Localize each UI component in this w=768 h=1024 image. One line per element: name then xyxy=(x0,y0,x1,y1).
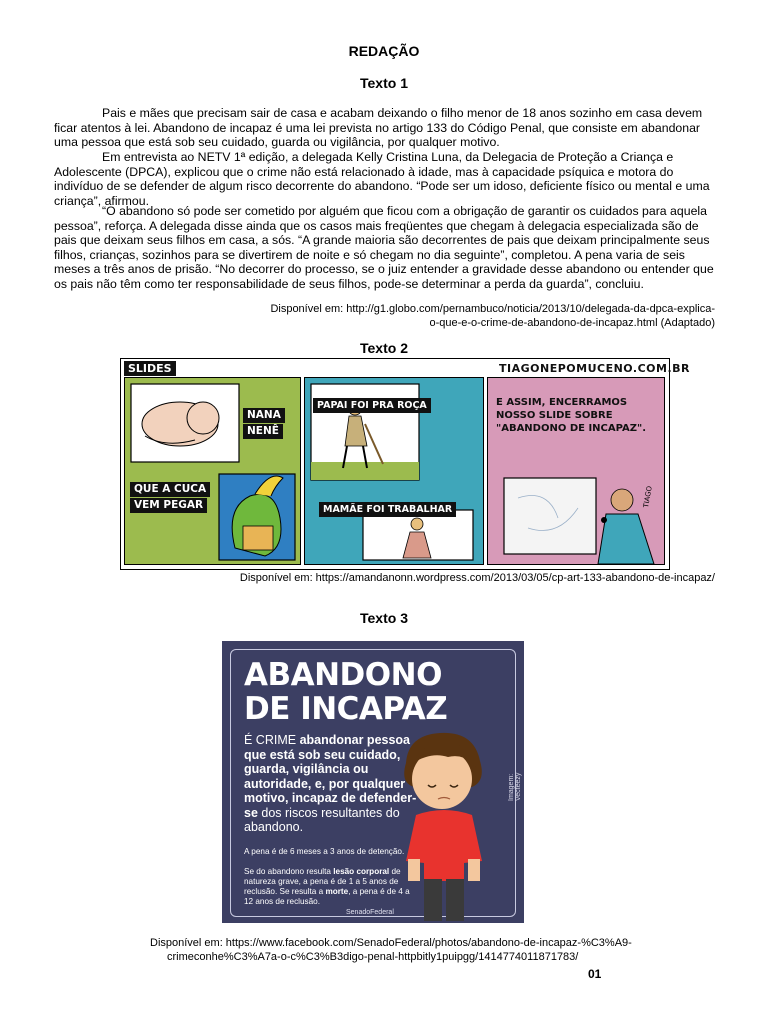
text1-source xyxy=(200,302,715,330)
comic-nana-label: NANA xyxy=(243,408,285,423)
text3-source xyxy=(150,936,670,964)
comic-signature: TIAGO xyxy=(642,485,654,509)
baby-illustration xyxy=(125,378,300,564)
text3-source-line-2: crimeconhe%C3%A7a-o-c%C3%B3digo-penal-httpbitly1puipgg/1414774011871783/ xyxy=(167,951,579,963)
poster-grave-a: Se do abandono resulta xyxy=(244,867,334,876)
comic-cuca-line-2: VEM PEGAR xyxy=(130,498,207,513)
comic-strip xyxy=(120,358,690,570)
text3-source-line-1: Disponível em: https://www.facebook.com/SenadoFederal/photos/abandono-de-incapaz-%C3%A9- xyxy=(150,937,632,949)
text3-title: Texto 3 xyxy=(360,610,408,626)
comic-panel-1 xyxy=(124,377,301,565)
comic-speech-line-1: E ASSIM, ENCERRAMOS xyxy=(496,397,628,408)
page-heading: REDAÇÃO xyxy=(348,43,420,59)
comic-papai-label: PAPAI FOI PRA ROÇA xyxy=(313,398,431,413)
comic-panel-3 xyxy=(487,377,665,565)
poster-body-b: abandonar pessoa que está sob seu cuidado, guarda, vigilância ou autoridade, e, por qualquer motivo, xyxy=(244,733,411,805)
poster-grave xyxy=(244,867,414,907)
poster-grave-c: de natureza grave, a pena é de 1 a 5 anos de reclusão. Se resulta a xyxy=(244,867,401,896)
comic-speech-line-3: "ABANDONO DE INCAPAZ". xyxy=(496,423,647,434)
text1-paragraph-3: “O abandono só pode ser cometido por alguém que ficou com a obrigação de garantir os cuidados para aquela pessoa”, reforça. A delegada disse ainda que os casos mais freqüentes que chegam à delegacia especializada são de pais que deixam seus filhos em casa, a sós. “A grande maioria são decorrentes de pais que deixam principalmente seus filhos, crianças, sozinhos para se divertirem de noite e só chegam no dia seguinte”, completou. A pena varia de seis meses a três anos de prisão. “No decorrer do processo, se o juiz entender a gravidade desse abandono ou entender que os pais não têm como ter responsabilidade de seus filhos, pode-se determinar a perda da guarda”, concluiu. xyxy=(54,204,714,291)
text1-paragraph-2: Em entrevista ao NETV 1ª edição, a delegada Kelly Cristina Luna, da Delegacia de Proteção a Criança e Adolescente (DPCA), explicou que o crime não está relacionado à idade, mas à capacidade psíquica e motora do indivíduo de se defender de algum risco decorrente do abandono. “Pode ser um idoso, deficiente físico ou mental e uma criança”, afirmou. xyxy=(54,150,710,208)
sad-boy-illustration xyxy=(394,731,514,923)
poster-body-c: incapaz de defender-se xyxy=(244,791,417,820)
poster-grave-b: lesão corporal xyxy=(333,867,390,876)
poster-grave-d: morte xyxy=(325,887,349,896)
comic-slides-label: SLIDES xyxy=(124,361,176,376)
text1-source-line-1: Disponível em: http://g1.globo.com/pernambuco/noticia/2013/10/delegada-da-dpca-explica- xyxy=(270,303,715,315)
text1-title: Texto 1 xyxy=(360,75,408,91)
comic-mamae-label: MAMÃE FOI TRABALHAR xyxy=(319,502,456,517)
page-number: 01 xyxy=(588,967,602,981)
poster-body xyxy=(244,733,419,835)
poster-pena: A pena é de 6 meses a 3 anos de detenção. xyxy=(244,847,405,856)
text2-source: Disponível em: https://amandanonn.wordpress.com/2013/03/05/cp-art-133-abandono-de-incapaz/ xyxy=(239,572,715,584)
poster-title-line-2: DE INCAPAZ xyxy=(244,691,448,727)
text1-paragraph-1: Pais e mães que precisam sair de casa e acabam deixando o filho menor de 18 anos sozinho em casa devem ficar atentos à lei. Abandono de incapaz é uma lei prevista no artigo 133 do Código Penal, que consiste em abandonar uma pessoa que está sob seu cuidado, guarda ou vigilância, por qualquer motivo. xyxy=(54,106,703,149)
poster-body-a: É CRIME xyxy=(244,733,300,747)
poster-title-line-1: ABANDONO xyxy=(244,657,442,693)
comic-nene-label: NENÊ xyxy=(243,424,283,439)
poster-grave-e: , a pena é de 4 a 12 anos de reclusão. xyxy=(244,887,410,906)
comic-cuca-line-1: QUE A CUCA xyxy=(130,482,210,497)
poster-brand: SenadoFederal xyxy=(346,909,394,916)
abandono-poster xyxy=(222,641,524,923)
text2-title: Texto 2 xyxy=(360,340,408,356)
comic-site-label: TIAGONEPOMUCENO.COM.BR xyxy=(499,362,690,375)
text1-source-line-2: o-que-e-o-crime-de-abandono-de-incapaz.html (Adaptado) xyxy=(429,317,715,329)
poster-credit: Imagem: Vecteezy xyxy=(508,772,522,801)
comic-speech-line-2: NOSSO SLIDE SOBRE xyxy=(496,410,613,421)
poster-body-d: dos riscos resultantes do abandono. xyxy=(244,805,400,834)
comic-panel-2 xyxy=(304,377,484,565)
